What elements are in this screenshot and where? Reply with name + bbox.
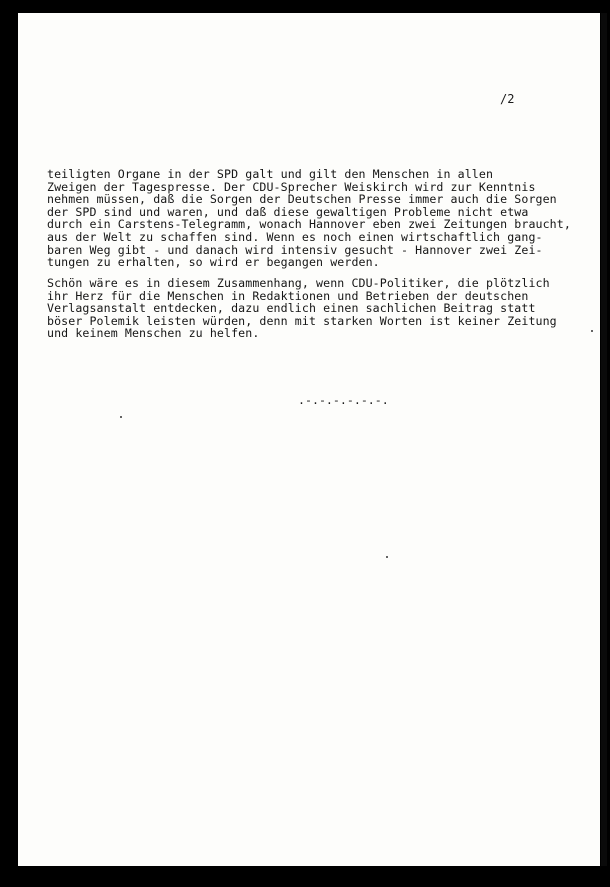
scan-border: [601, 13, 607, 866]
paragraph-2: [47, 277, 557, 340]
text-line: Verlagsanstalt entdecken, dazu endlich einen sachlichen Beitrag statt: [47, 301, 536, 316]
scan-speck: [591, 330, 593, 332]
text-line: und keinem Menschen zu helfen.: [47, 326, 260, 341]
text-line: nehmen müssen, daß die Sorgen der Deutschen Presse immer auch die Sorgen: [47, 192, 557, 207]
text-line: böser Polemik leisten würden, denn mit starken Worten ist keiner Zeitung: [47, 313, 557, 328]
text-line: baren Weg gibt - und danach wird intensiv gesucht - Hannover zwei Zei-: [47, 242, 543, 257]
text-line: ihr Herz für die Menschen in Redaktionen und Betrieben der deutschen: [47, 288, 529, 303]
end-of-text-mark: .-.-.-.-.-.-.: [298, 393, 389, 407]
scan-speck: [120, 416, 122, 418]
paragraph-1: [47, 168, 571, 269]
text-line: aus der Welt zu schaffen sind. Wenn es noch einen wirtschaftlich gang-: [47, 229, 543, 244]
text-line: durch ein Carstens-Telegramm, wonach Hannover eben zwei Zeitungen braucht,: [47, 217, 571, 232]
page-number: /2: [500, 92, 515, 106]
text-line: tungen zu erhalten, so wird er begangen werden.: [47, 255, 380, 270]
paper-sheet: [18, 13, 600, 866]
text-line: Zweigen der Tagespresse. Der CDU-Sprecher Weiskirch wird zur Kenntnis: [47, 179, 536, 194]
text-line: der SPD sind und waren, und daß diese gewaltigen Probleme nicht etwa: [47, 204, 529, 219]
text-line: Schön wäre es in diesem Zusammenhang, wenn CDU-Politiker, die plötzlich: [47, 276, 550, 290]
scan-speck: [386, 556, 388, 558]
text-line: teiligten Organe in der SPD galt und gilt den Menschen in allen: [47, 167, 494, 181]
